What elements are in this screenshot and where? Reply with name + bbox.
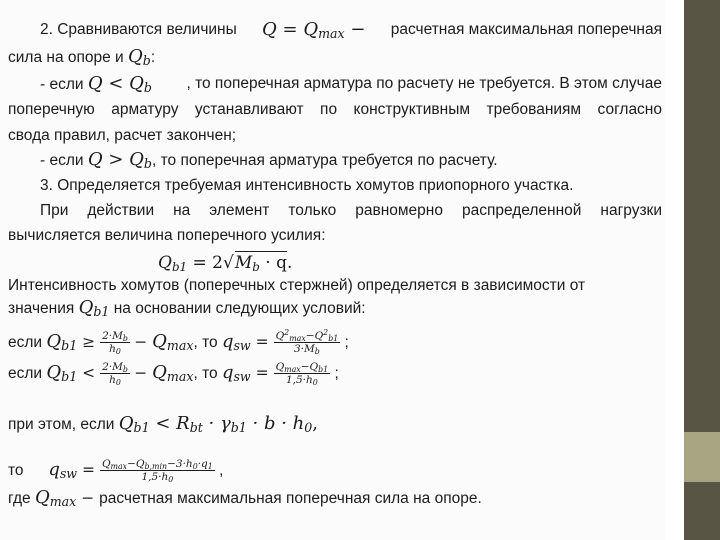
p3-line2: При действии на элемент только равномерно распределенной нагрузки [40,202,662,219]
case1-text: , то поперечная арматура по расчету не требуется. В этом случае [186,75,662,92]
condition-1: если $Q_{b1}$ ≥ $\frac{2\cdot M_b}{h_0}$ − $Q_{max}$, то $q_{sw}$ = $\frac{Q^2_{max}-Q^2_{b1}}{3\cdot M_b}$ ; [8,328,349,357]
case1-line1: - если $Q < Q_b$ , то поперечная арматура по расчету не требуется. В этом случае [40,73,662,95]
case1-line2: поперечную арматуру устанавливают по конструктивным требованиям согласно [8,101,662,118]
side-stripe-light [684,432,720,482]
side-stripe-dark-bottom [684,482,720,540]
intensity-line2: значения $Q_{b1}$ на основании следующих условий: [8,297,366,319]
cond2-frac-left: $\frac{2\cdot M_b}{h_0}$ [102,361,128,388]
side-stripe-dark-top [684,0,720,432]
p2-lead: 2. Сравниваются величины [40,21,237,38]
intensity-line1: Интенсивность хомутов (поперечных стержней) определяется в зависимости от [8,277,586,294]
formula-qb1: $Q_{b1} = 2√M_b \cdot q$. [158,253,293,274]
condition-3: при этом, если $Q_{b1} < R_{bt} \cdot \gamma_{b1} \cdot b \cdot h_0$, [8,413,319,435]
p3-line3: вычисляется величина поперечного усилия: [8,227,326,244]
p2-formula: $Q = Q_{max}$ − [262,19,366,41]
cond1-frac-right: $\frac{Q^2_{max}-Q^2_{b1}}{3\cdot M_b}$ [275,328,339,357]
case2-line: - если $Q > Q_b$, то поперечная арматура требуется по расчету. [40,149,498,171]
cond1-frac-left: $\frac{2\cdot M_b}{h_0}$ [102,330,128,357]
p2-line1 [40,20,662,40]
cond3-frac: $\frac{Q_{max}-Q_{b,min}-3\cdot h_0\cdot q_1}{1,5\cdot h_0}$ [101,458,213,485]
condition-2: если $Q_{b1}$ < $\frac{2\cdot M_b}{h_0}$ − $Q_{max}$, то $q_{sw}$ = $\frac{Q_{max}-Q_{b1}}{1,5\cdot h_0}$ ; [8,361,339,388]
p2-tail: расчетная максимальная поперечная [390,21,662,38]
condition-3-formula: то $q_{sw}$ = $\frac{Q_{max}-Q_{b,min}-3\cdot h_0\cdot q_1}{1,5\cdot h_0}$ , [8,458,224,485]
p3-line1: 3. Определяется требуемая интенсивность хомутов приопорного участка. [40,177,574,194]
final-line: где $Q_{max}$ − расчетная максимальная поперечная сила на опоре. [8,487,482,509]
p2-line2: сила на опоре и $Q_b$: [8,46,156,68]
cond2-frac-right: $\frac{Q_{max}-Q_{b1}}{1,5\cdot h_0}$ [275,361,329,388]
case1-line3: свода правил, расчет закончен; [8,127,237,144]
